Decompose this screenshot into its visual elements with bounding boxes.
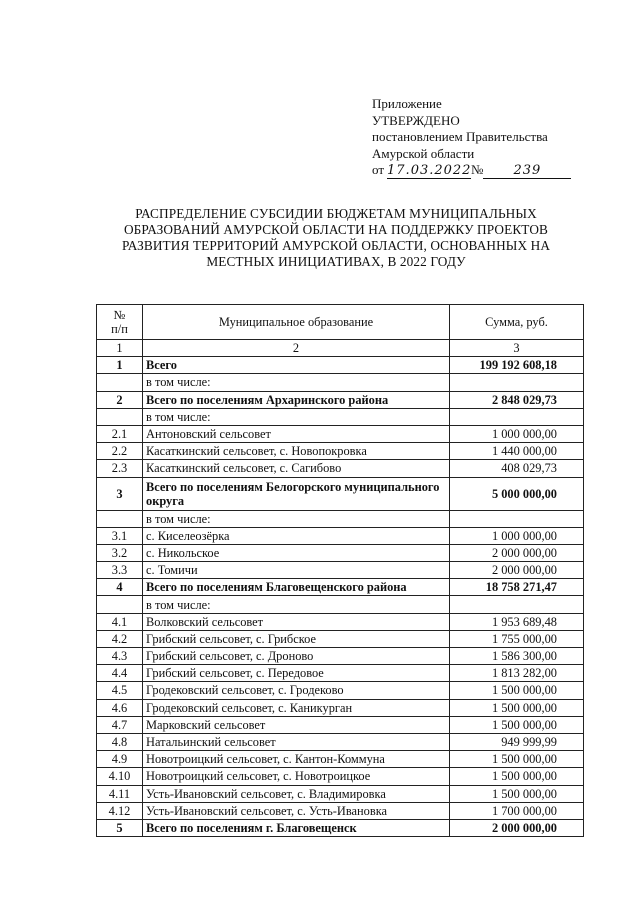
row-number [97, 374, 143, 391]
table-row [97, 425, 584, 442]
table-row [97, 768, 584, 785]
approval-block [372, 96, 571, 179]
table-row [97, 733, 584, 750]
row-number: 4.12 [97, 802, 143, 819]
table-row [97, 751, 584, 768]
table-row [97, 630, 584, 647]
table-row [97, 665, 584, 682]
row-number: 3 [97, 477, 143, 510]
table-row [97, 391, 584, 408]
row-number: 4.6 [97, 699, 143, 716]
row-number: 3.3 [97, 562, 143, 579]
row-sum: 1 500 000,00 [450, 699, 584, 716]
table-row [97, 527, 584, 544]
row-sum [450, 374, 584, 391]
table-row [97, 802, 584, 819]
row-number: 4.9 [97, 751, 143, 768]
approval-region: Амурской области [372, 145, 475, 161]
title-line-1: РАСПРЕДЕЛЕНИЕ СУБСИДИИ БЮДЖЕТАМ МУНИЦИПАЛЬНЫХ [135, 206, 537, 221]
row-number: 2.1 [97, 425, 143, 442]
row-municipality: Марковский сельсовет [143, 716, 450, 733]
title-line-3: РАЗВИТИЯ ТЕРРИТОРИЙ АМУРСКОЙ ОБЛАСТИ, ОСНОВАННЫХ НА [121, 238, 551, 253]
row-sum: 1 813 282,00 [450, 665, 584, 682]
table-header-row [97, 305, 584, 340]
row-number: 5 [97, 819, 143, 836]
row-municipality: Гродековский сельсовет, с. Гродеково [143, 682, 450, 699]
table-row [97, 579, 584, 596]
row-number: 4.3 [97, 648, 143, 665]
title-line-2: ОБРАЗОВАНИЙ АМУРСКОЙ ОБЛАСТИ НА ПОДДЕРЖКУ ПРОЕКТОВ [123, 222, 549, 237]
row-municipality: Касаткинский сельсовет, с. Сагибово [143, 460, 450, 477]
approval-date: 17.03.2022 [387, 163, 472, 178]
table-row [97, 596, 584, 613]
table-row [97, 443, 584, 460]
row-municipality: Новотроицкий сельсовет, с. Новотроицкое [143, 768, 450, 785]
row-municipality: в том числе: [143, 596, 450, 613]
subsidy-table-body [97, 305, 584, 837]
row-sum: 1 500 000,00 [450, 768, 584, 785]
row-number: 4.7 [97, 716, 143, 733]
row-sum: 199 192 608,18 [450, 357, 584, 374]
row-sum: 1 500 000,00 [450, 682, 584, 699]
row-number: 4.10 [97, 768, 143, 785]
subsidy-table [96, 304, 584, 837]
approval-number: 239 [483, 164, 571, 179]
row-municipality: Усть-Ивановский сельсовет, с. Усть-Ивановка [143, 802, 450, 819]
table-colnum-row [97, 340, 584, 357]
title-line-4: МЕСТНЫХ ИНИЦИАТИВАХ, В 2022 ГОДУ [206, 254, 466, 269]
row-municipality: с. Томичи [143, 562, 450, 579]
row-number: 4.4 [97, 665, 143, 682]
header-municipality: Муниципальное образование [143, 305, 450, 340]
row-number: 4.2 [97, 630, 143, 647]
row-sum [450, 596, 584, 613]
row-sum: 2 000 000,00 [450, 562, 584, 579]
header-sum: Сумма, руб. [450, 305, 584, 340]
row-municipality: Всего по поселениям г. Благовещенск [143, 819, 450, 836]
row-sum: 1 000 000,00 [450, 425, 584, 442]
approval-ot: от [372, 162, 385, 177]
table-row [97, 357, 584, 374]
row-sum: 1 586 300,00 [450, 648, 584, 665]
table-row [97, 819, 584, 836]
row-sum: 5 000 000,00 [450, 477, 584, 510]
row-sum: 2 000 000,00 [450, 544, 584, 561]
row-municipality: Всего по поселениям Белогорского муниципального округа [143, 477, 450, 510]
row-sum: 18 758 271,47 [450, 579, 584, 596]
row-sum [450, 510, 584, 527]
table-row [97, 408, 584, 425]
row-number: 3.2 [97, 544, 143, 561]
row-number: 2.3 [97, 460, 143, 477]
row-sum: 1 500 000,00 [450, 785, 584, 802]
row-sum: 949 999,99 [450, 733, 584, 750]
table-row [97, 544, 584, 561]
approval-appendix: Приложение [372, 96, 442, 111]
row-sum: 1 953 689,48 [450, 613, 584, 630]
row-municipality: с. Никольское [143, 544, 450, 561]
row-number: 3.1 [97, 527, 143, 544]
row-number [97, 596, 143, 613]
table-row [97, 460, 584, 477]
row-municipality: Антоновский сельсовет [143, 425, 450, 442]
row-municipality: Всего по поселениям Архаринского района [143, 391, 450, 408]
row-number: 4.8 [97, 733, 143, 750]
row-number: 4.11 [97, 785, 143, 802]
row-sum: 1 500 000,00 [450, 716, 584, 733]
row-municipality: Новотроицкий сельсовет, с. Кантон-Коммуна [143, 751, 450, 768]
row-sum: 1 700 000,00 [450, 802, 584, 819]
row-number [97, 408, 143, 425]
row-municipality: Гродековский сельсовет, с. Каникурган [143, 699, 450, 716]
document-title [96, 206, 576, 270]
row-number: 1 [97, 357, 143, 374]
row-number: 4 [97, 579, 143, 596]
row-number: 2 [97, 391, 143, 408]
row-municipality: Усть-Ивановский сельсовет, с. Владимировка [143, 785, 450, 802]
row-number [97, 510, 143, 527]
row-sum: 2 000 000,00 [450, 819, 584, 836]
row-sum: 1 500 000,00 [450, 751, 584, 768]
table-row [97, 613, 584, 630]
row-number: 4.1 [97, 613, 143, 630]
row-sum: 2 848 029,73 [450, 391, 584, 408]
header-number: № п/п [97, 305, 143, 340]
row-number: 2.2 [97, 443, 143, 460]
approval-approved: УТВЕРЖДЕНО [372, 112, 460, 128]
row-municipality: в том числе: [143, 374, 450, 391]
approval-num-sign: № [471, 162, 484, 177]
table-row [97, 510, 584, 527]
table-row [97, 716, 584, 733]
approval-date-line [372, 162, 571, 179]
row-municipality: Грибский сельсовет, с. Передовое [143, 665, 450, 682]
row-sum [450, 408, 584, 425]
table-row [97, 699, 584, 716]
table-row [97, 785, 584, 802]
row-municipality: в том числе: [143, 510, 450, 527]
row-municipality: Всего [143, 357, 450, 374]
row-sum: 1 000 000,00 [450, 527, 584, 544]
row-municipality: Всего по поселениям Благовещенского района [143, 579, 450, 596]
table-row [97, 562, 584, 579]
row-municipality: в том числе: [143, 408, 450, 425]
table-row [97, 648, 584, 665]
row-municipality: Касаткинский сельсовет, с. Новопокровка [143, 443, 450, 460]
table-row [97, 682, 584, 699]
row-municipality: Грибский сельсовет, с. Дроново [143, 648, 450, 665]
row-sum: 1 440 000,00 [450, 443, 584, 460]
row-municipality: с. Киселеозёрка [143, 527, 450, 544]
row-sum: 408 029,73 [450, 460, 584, 477]
table-row [97, 374, 584, 391]
row-municipality: Грибский сельсовет, с. Грибское [143, 630, 450, 647]
row-municipality: Натальинский сельсовет [143, 733, 450, 750]
colnum-3: 3 [450, 340, 584, 357]
approval-resolution: постановлением Правительства [372, 129, 548, 144]
row-municipality: Волковский сельсовет [143, 613, 450, 630]
colnum-1: 1 [97, 340, 143, 357]
table-row [97, 477, 584, 510]
row-number: 4.5 [97, 682, 143, 699]
row-sum: 1 755 000,00 [450, 630, 584, 647]
colnum-2: 2 [143, 340, 450, 357]
